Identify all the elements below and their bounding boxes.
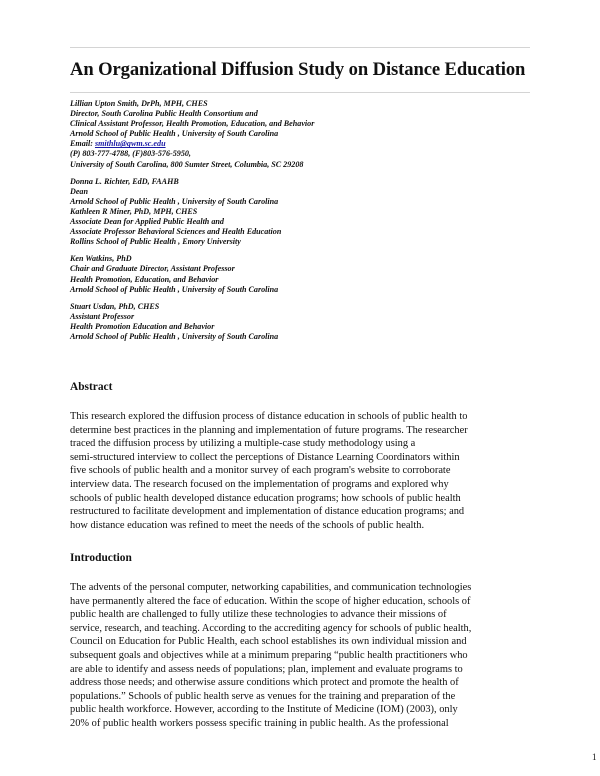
text-line: address those needs; and otherwise assure conditions which protect and promote the health of xyxy=(70,677,459,689)
top-rule xyxy=(70,47,530,48)
title-rule xyxy=(70,92,530,93)
text-line: interview data. The research focused on the implementation of programs and explored why xyxy=(70,478,449,490)
email-line xyxy=(70,139,540,149)
author-line: (P) 803-777-4788, (F)803-576-5950, xyxy=(70,149,191,159)
text-line: 20% of public health workers possess specific training in public health. As the professional xyxy=(70,717,449,729)
author-block xyxy=(70,177,540,248)
introduction-paragraph xyxy=(70,581,540,731)
text-line: semi-structured interview to collect the perceptions of Distance Learning Coordinators within xyxy=(70,451,460,463)
author-list xyxy=(70,99,540,349)
author-line: Clinical Assistant Professor, Health Promotion, Education, and Behavior xyxy=(70,119,315,129)
text-line: determine best practices in the planning and implementation of future programs. The researcher xyxy=(70,424,468,436)
text-line: restructured to facilitate development and implementation of distance education programs; and xyxy=(70,506,465,518)
author-line: Arnold School of Public Health , University of South Carolina xyxy=(70,331,279,341)
author-line: Health Promotion Education and Behavior xyxy=(70,321,215,331)
paper-title: An Organizational Diffusion Study on Distance Education xyxy=(70,59,526,80)
text-line: populations.” Schools of public health serve as venues for the training and preparation of the xyxy=(70,690,456,702)
email-label: Email: xyxy=(70,139,95,149)
author-line: Donna L. Richter, EdD, FAAHB xyxy=(70,176,179,186)
abstract-heading: Abstract xyxy=(70,381,113,393)
introduction-heading: Introduction xyxy=(70,552,132,564)
text-line: service, research, and teaching. According to the accrediting agency for schools of public health, xyxy=(70,622,472,634)
author-block xyxy=(70,99,540,170)
author-line: Associate Dean for Applied Public Health and xyxy=(70,217,224,227)
author-line: Rollins School of Public Health , Emory University xyxy=(70,237,241,247)
author-block xyxy=(70,302,540,342)
author-line: Ken Watkins, PhD xyxy=(70,254,132,264)
author-line: Chair and Graduate Director, Assistant Professor xyxy=(70,264,235,274)
author-line: Health Promotion, Education, and Behavior xyxy=(70,274,219,284)
text-line: subsequent goals and objectives while at a minimum preparing “public health practitioners who xyxy=(70,649,468,661)
author-block xyxy=(70,254,540,294)
author-line: Dean xyxy=(70,186,88,196)
text-line: have permanently altered the face of education. Within the scope of higher education, schools of xyxy=(70,595,471,607)
author-line: Arnold School of Public Health , University of South Carolina xyxy=(70,284,279,294)
text-line: public health workforce. However, according to the Institute of Medicine (IOM) (2003), only xyxy=(70,704,458,716)
author-line: Stuart Usdan, PhD, CHES xyxy=(70,301,160,311)
text-line: schools of public health developed distance education programs; how schools of public health xyxy=(70,492,461,504)
author-line: Kathleen R Miner, PhD, MPH, CHES xyxy=(70,206,198,216)
text-line: This research explored the diffusion process of distance education in schools of public health to xyxy=(70,411,468,422)
text-line: Council on Education for Public Health, each school establishes its own individual mission and xyxy=(70,636,467,648)
author-line: Assistant Professor xyxy=(70,311,135,321)
author-line: University of South Carolina, 800 Sumter Street, Columbia, SC 29208 xyxy=(70,159,304,169)
author-line: Arnold School of Public Health , University of South Carolina xyxy=(70,129,279,139)
text-line: traced the diffusion process by utilizing a multiple-case study methodology using a xyxy=(70,438,416,450)
text-line: are able to identify and assess needs of populations; plan, implement and evaluate programs to xyxy=(70,663,463,675)
author-line: Arnold School of Public Health , University of South Carolina xyxy=(70,196,279,206)
text-line: The advents of the personal computer, networking capabilities, and communication technologies xyxy=(70,582,472,593)
text-line: public health are challenged to fully utilize these technologies to advance their missions of xyxy=(70,609,447,621)
author-line: Lillian Upton Smith, DrPh, MPH, CHES xyxy=(70,99,208,108)
text-line: five schools of public health and a monitor survey of each program's website to corroborate xyxy=(70,465,451,477)
page-number: 1 xyxy=(592,752,597,762)
author-line: Director, South Carolina Public Health Consortium and xyxy=(70,109,258,119)
email-link[interactable]: smithlu@gwm.sc.edu xyxy=(94,139,166,149)
text-line: how distance education was refined to meet the needs of the schools of public health. xyxy=(70,519,425,531)
author-line: Associate Professor Behavioral Sciences and Health Education xyxy=(70,227,282,237)
abstract-paragraph xyxy=(70,410,540,532)
